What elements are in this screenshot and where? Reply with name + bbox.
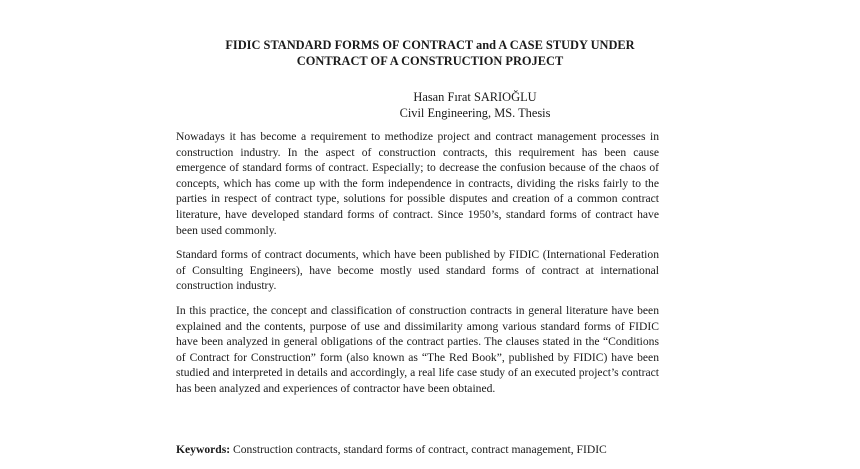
title-line-2: CONTRACT OF A CONSTRUCTION PROJECT	[296, 54, 564, 68]
keywords-label: Keywords:	[176, 443, 231, 456]
keywords-line	[176, 442, 666, 457]
title-line-1: FIDIC STANDARD FORMS OF CONTRACT and A CASE STUDY UNDER	[225, 38, 635, 52]
keywords-text: Construction contracts, standard forms of contract, contract management, FIDIC	[230, 443, 607, 456]
thesis-program: Civil Engineering, MS. Thesis	[399, 105, 551, 120]
author-block	[250, 90, 700, 121]
abstract-paragraph-3: In this practice, the concept and classification of construction contracts in general literature have been explained and the contents, purpose of use and dissimilarity among various standard forms of FIDIC have been analyzed in general obligations of the contract parties. The clauses stated in the “Conditions of Contract for Construction” form (also known as “The Red Book”, published by FIDIC) have been studied and interpreted in details and accordingly, a real life case study of an executed project’s contract has been analyzed and experiences of contractor have been obtained.	[176, 303, 659, 395]
author-name: Hasan Fırat SARIOĞLU	[413, 90, 537, 104]
abstract-paragraph-2: Standard forms of contract documents, which have been published by FIDIC (International Federation of Consulting Engineers), have become mostly used standard forms of contract at international construction industry.	[176, 248, 659, 293]
document-title	[205, 37, 655, 69]
abstract-paragraph-1: Nowadays it has become a requirement to methodize project and contract management processes in construction industry. In the aspect of construction contracts, this requirement has been cause emergence of standard forms of contract. Especially; to decrease the confusion because of the chaos of concepts, which has come up with the form independence in contracts, dividing the risks fairly to the parties in respect of contract type, solutions for possible disputes and creation of a common contract literature, have developed standard forms of contract. Since 1950’s, standard forms of contract have been used commonly.	[176, 130, 659, 237]
abstract-body	[176, 129, 659, 406]
